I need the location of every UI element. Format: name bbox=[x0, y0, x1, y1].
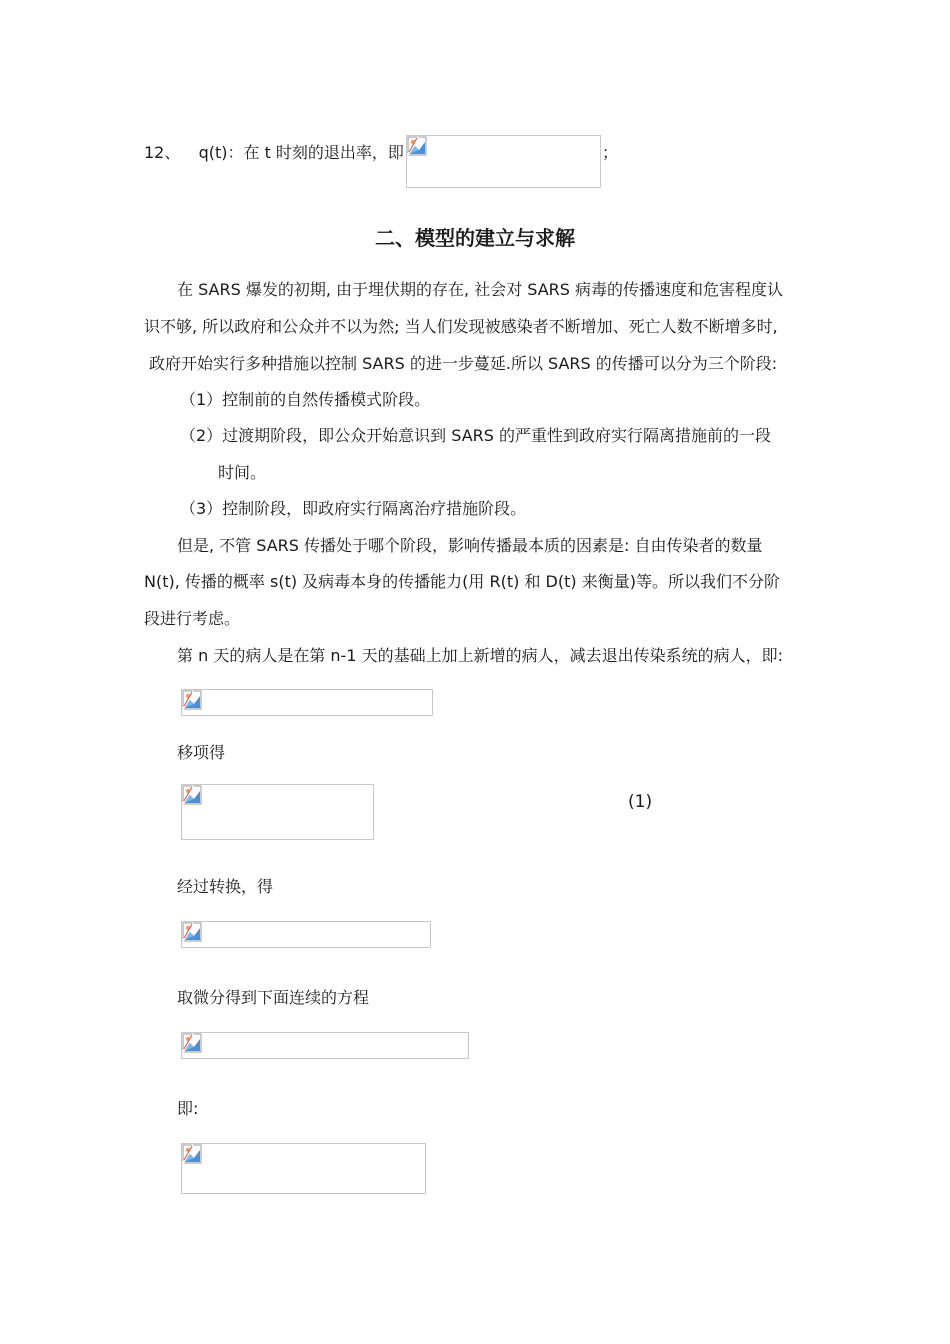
paragraph-ie: 即: bbox=[177, 1099, 199, 1118]
section-title: 二、模型的建立与求解 bbox=[375, 226, 575, 250]
formula-image-2 bbox=[181, 784, 374, 840]
broken-image-icon bbox=[182, 690, 202, 710]
paragraph-nday: 第 n 天的病人是在第 n-1 天的基础上加上新增的病人，减去退出传染系统的病人，即: bbox=[177, 646, 783, 665]
paragraph-differential: 取微分得到下面连续的方程 bbox=[177, 988, 370, 1007]
paragraph-intro-line-2: 识不够, 所以政府和公众并不以为然; 当人们发现被感染者不断增加、死亡人数不断增多时, bbox=[144, 317, 778, 336]
paragraph-intro-line-1: 在 SARS 爆发的初期, 由于埋伏期的存在, 社会对 SARS 病毒的传播速度和危害程度认 bbox=[177, 280, 784, 299]
broken-image-icon bbox=[407, 136, 427, 156]
stage-1: （1）控制前的自然传播模式阶段。 bbox=[180, 390, 431, 409]
stage-2-line-2: 时间。 bbox=[218, 463, 267, 482]
item-12-tail: ； bbox=[602, 143, 619, 162]
formula-image-q bbox=[406, 135, 601, 188]
stage-2-line-1: （2）过渡期阶段，即公众开始意识到 SARS 的严重性到政府实行隔离措施前的一段 bbox=[180, 426, 772, 445]
formula-image-1 bbox=[181, 689, 433, 716]
stage-3: （3）控制阶段，即政府实行隔离治疗措施阶段。 bbox=[180, 499, 527, 518]
paragraph-move: 移项得 bbox=[177, 743, 226, 762]
paragraph-factor-line-3: 段进行考虑。 bbox=[144, 609, 241, 628]
formula-image-4 bbox=[181, 1032, 469, 1059]
paragraph-factor-line-1: 但是, 不管 SARS 传播处于哪个阶段，影响传播最本质的因素是: 自由传染者的数量 bbox=[177, 536, 763, 555]
broken-image-icon bbox=[182, 1033, 202, 1053]
paragraph-intro-line-3: 政府开始实行多种措施以控制 SARS 的进一步蔓延.所以 SARS 的传播可以分为三个阶段: bbox=[149, 354, 778, 373]
broken-image-icon bbox=[182, 922, 202, 942]
equation-number: (1) bbox=[628, 792, 653, 812]
formula-image-5 bbox=[181, 1143, 426, 1194]
item-12-number: 12、 bbox=[144, 143, 181, 162]
paragraph-factor-line-2: N(t), 传播的概率 s(t) 及病毒本身的传播能力(用 R(t) 和 D(t) 来衡量)等。所以我们不分阶 bbox=[144, 572, 780, 591]
item-12-text: q(t)：在 t 时刻的退出率，即 bbox=[198, 143, 404, 162]
item-12 bbox=[144, 143, 404, 163]
broken-image-icon bbox=[182, 1144, 202, 1164]
broken-image-icon bbox=[182, 785, 202, 805]
formula-image-3 bbox=[181, 921, 431, 948]
paragraph-transform: 经过转换，得 bbox=[177, 877, 274, 896]
